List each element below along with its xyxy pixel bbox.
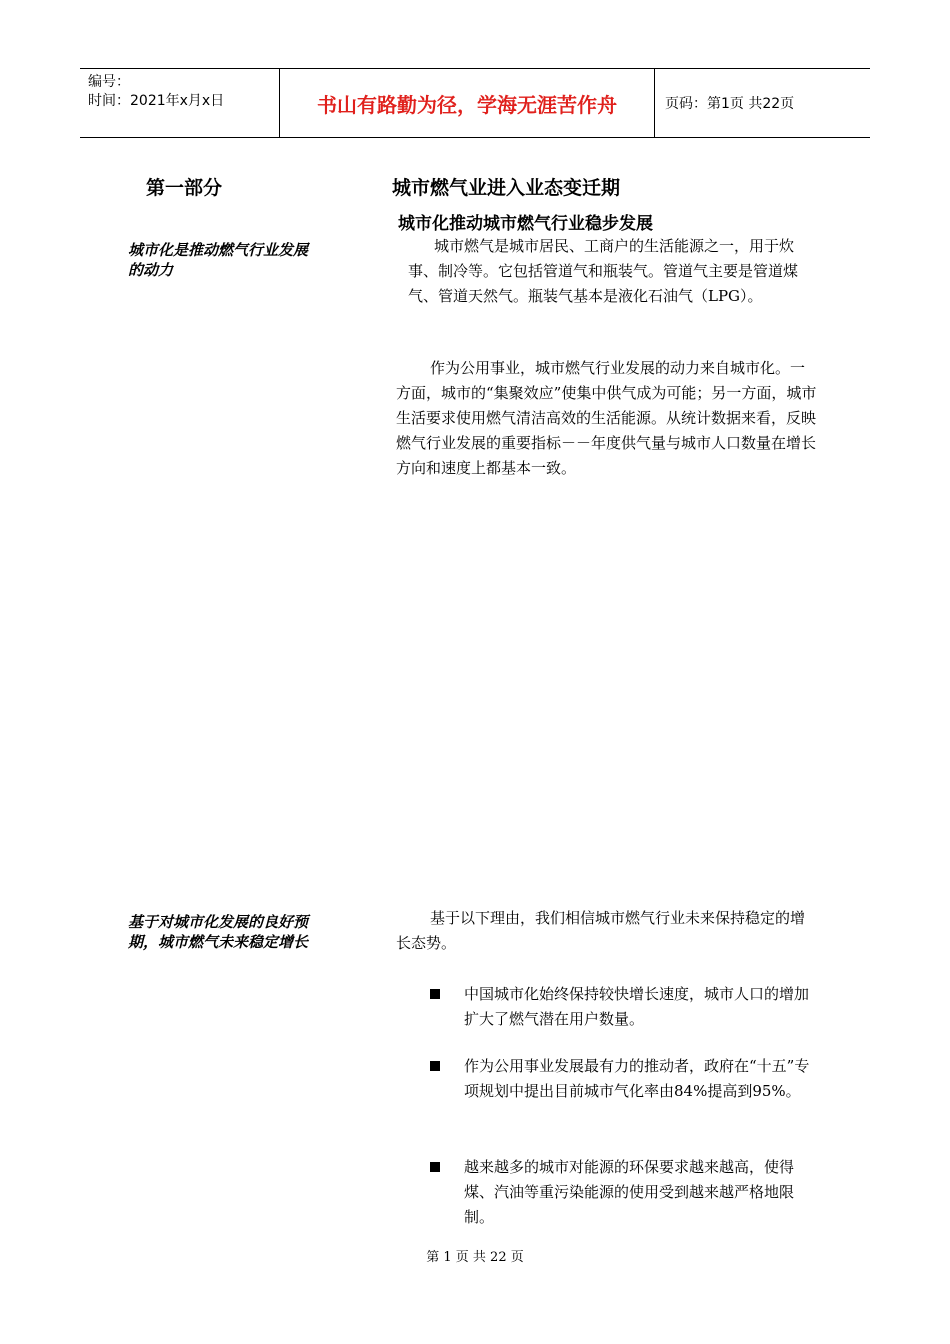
paragraph: 城市燃气是城市居民、工商户的生活能源之一，用于炊事、制冷等。它包括管道气和瓶装气。管道气主要是管道煤气、管道天然气。瓶装气基本是液化石油气（LPG）。: [408, 237, 799, 305]
bullet-item: [430, 982, 820, 1032]
bullet-text: 中国城市化始终保持较快增长速度，城市人口的增加扩大了燃气潜在用户数量。: [464, 985, 810, 1028]
square-bullet-icon: [430, 1061, 440, 1071]
section-subtitle: 城市化推动城市燃气行业稳步发展: [398, 214, 653, 234]
side-note: 基于对城市化发展的良好预期，城市燃气未来稳定增长: [128, 913, 309, 951]
bullet-item: [430, 1155, 820, 1230]
header-motto: 书山有路勤为径，学海无涯苦作舟: [280, 69, 655, 137]
paragraph: 基于以下理由，我们相信城市燃气行业未来保持稳定的增长态势。: [396, 909, 806, 952]
bullet-item: [430, 1054, 820, 1104]
square-bullet-icon: [430, 989, 440, 999]
page-header: [80, 68, 870, 138]
side-note: 城市化是推动燃气行业发展的动力: [128, 241, 309, 279]
header-page-label: 页码：第1页 共22页: [665, 96, 795, 112]
bullet-text: 作为公用事业发展最有力的推动者，政府在“十五”专项规划中提出目前城市气化率由84%提高到95%。: [464, 1057, 810, 1100]
date-label: 时间：2021年x月x日: [88, 93, 225, 109]
page-footer: 第 1 页 共 22 页: [426, 1250, 524, 1265]
header-meta: [80, 69, 280, 137]
number-label: 编号：: [88, 74, 130, 90]
bullet-text: 越来越多的城市对能源的环保要求越来越高，使得煤、汽油等重污染能源的使用受到越来越严格地限制。: [464, 1158, 795, 1226]
paragraph: 作为公用事业，城市燃气行业发展的动力来自城市化。一方面，城市的“集聚效应”使集中供气成为可能；另一方面，城市生活要求使用燃气清洁高效的生活能源。从统计数据来看，反映燃气行业发展的重要指标－－年度供气量与城市人口数量在增长方向和速度上都基本一致。: [396, 359, 817, 477]
section-part: 第一部分: [146, 177, 223, 199]
section-title: 城市燃气业进入业态变迁期: [392, 177, 621, 199]
square-bullet-icon: [430, 1162, 440, 1172]
